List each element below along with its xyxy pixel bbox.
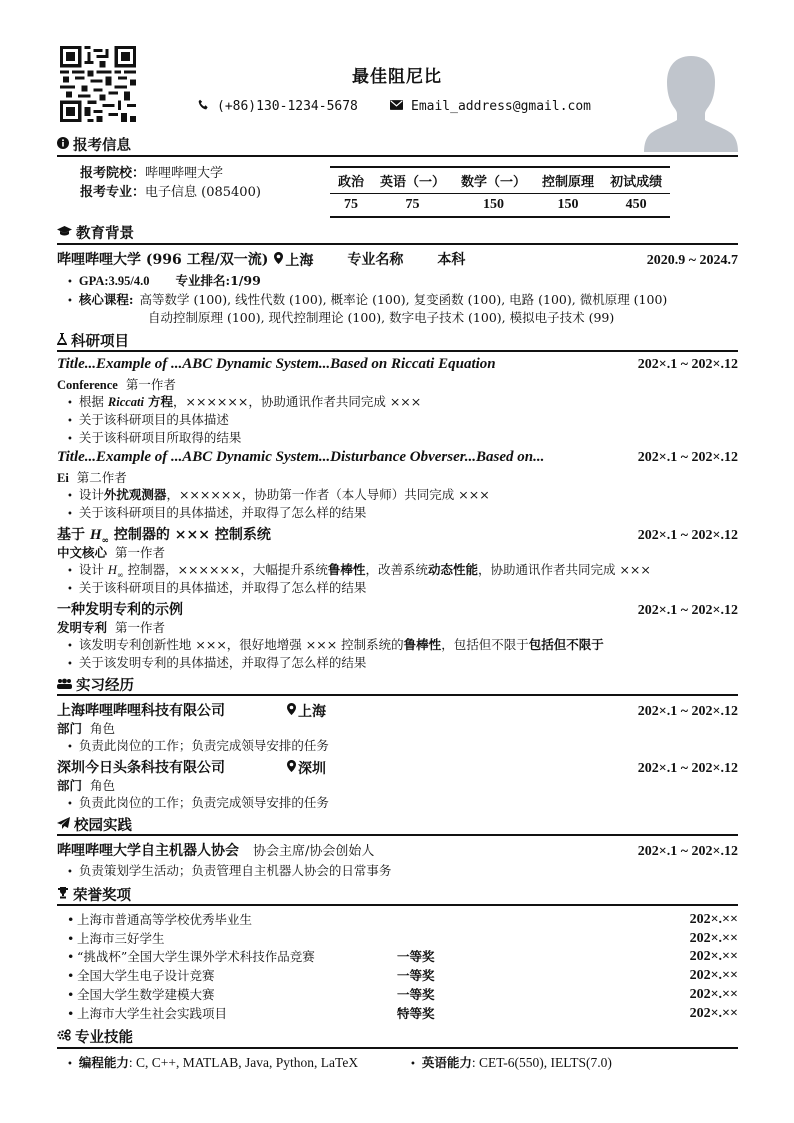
honor-item: • 全国大学生电子设计竞赛 一等奖 202×.××: [67, 968, 738, 984]
company-name: 深圳今日头条科技有限公司: [57, 760, 225, 776]
bullet-item: • 关于该科研项目的具体描述，并取得了怎么样的结果: [67, 580, 367, 595]
campus-entry: 哔哩哔哩大学自主机器人协会 协会主席/协会创始人 202×.1 ~ 202×.12: [57, 840, 738, 860]
research-venue: Ei 第二作者: [57, 470, 127, 485]
exam-target: 报考院校：哔哩哔哩大学 报考专业：电子信息 (085400): [80, 166, 261, 200]
section-title-exam: 报考信息: [57, 134, 131, 155]
research-venue: 中文核心 第一作者: [57, 545, 165, 560]
email-contact: [390, 99, 591, 114]
section-title-campus: 校园实践: [57, 814, 132, 835]
phone-icon: [198, 99, 209, 114]
email-address: Email_address@gmail.com: [411, 99, 592, 114]
organization-name: 哔哩哔哩大学自主机器人协会: [57, 843, 239, 859]
skill-english: • 英语能力: CET-6(550), IELTS(7.0): [410, 1055, 612, 1070]
bullet-item: • 负责此岗位的工作；负责完成领导安排的任务: [67, 738, 329, 753]
education-entry: [57, 249, 738, 270]
internship-entry: 深圳今日头条科技有限公司 深圳 202×.1 ~ 202×.12: [57, 757, 738, 778]
score-header: 控制原理: [534, 167, 602, 194]
campus-role: 协会主席/协会创始人: [253, 844, 375, 859]
bullet-item: • 设计 $H_\infty$ 控制器，××××××，大幅提升系统鲁棒性，改善系统动态性能，协助通讯作者共同完成 ×××: [67, 562, 651, 580]
map-pin-icon: [287, 760, 296, 776]
honor-item: • 上海市普通高等学校优秀毕业生 202×.××: [67, 912, 738, 927]
research-entry: 一种发明专利的示例 202×.1 ~ 202×.12: [57, 599, 738, 619]
section-divider: [57, 155, 738, 157]
flask-icon: [57, 332, 67, 349]
score-value: 150: [534, 194, 602, 218]
score-header: 政治: [330, 167, 372, 194]
research-title: Title...Example of ...ABC Dynamic System...Based on Riccati Equation: [57, 356, 496, 372]
bullet-item: • 该发明专利创新性地 ×××，很好地增强 ××× 控制系统的鲁棒性，包括但不限于包括但不限于: [67, 637, 604, 652]
location: 深圳: [287, 758, 326, 778]
location: 上海: [274, 250, 313, 270]
major-name: 专业名称: [347, 252, 404, 268]
score-header: 数学（一）: [453, 167, 534, 194]
section-title-research: 科研项目: [57, 330, 129, 351]
section-title-internship: 实习经历: [57, 674, 134, 695]
company-name: 上海哔哩哔哩科技有限公司: [57, 703, 225, 719]
target-major: 电子信息 (085400): [145, 185, 261, 200]
phone-contact: [198, 99, 358, 114]
score-value: 450: [602, 194, 670, 218]
section-divider: [57, 1047, 738, 1049]
score-header: 英语（一）: [372, 167, 453, 194]
honor-item: • “挑战杯”全国大学生课外学术科技作品竞赛 一等奖 202×.××: [67, 949, 738, 965]
bullet-item: • 根据 Riccati 方程，××××××，协助通讯作者共同完成 ×××: [67, 394, 422, 409]
map-pin-icon: [274, 252, 283, 268]
paper-plane-icon: [57, 816, 70, 833]
bullet-item: • 负责此岗位的工作；负责完成领导安排的任务: [67, 795, 329, 810]
map-pin-icon: [287, 703, 296, 719]
score-table: [330, 166, 670, 218]
section-title-education: 教育背景: [57, 222, 134, 243]
date-range: 2020.9 ~ 2024.7: [646, 253, 738, 268]
score-value: 75: [330, 194, 372, 218]
info-icon: [57, 136, 69, 153]
dept-role: 部门 角色: [57, 778, 115, 793]
score-header: 初试成绩: [602, 167, 670, 194]
trophy-icon: [57, 886, 69, 903]
section-divider: [57, 694, 738, 696]
section-title-honors: 荣誉奖项: [57, 884, 131, 905]
section-divider: [57, 243, 738, 245]
candidate-name: 最佳阻尼比: [352, 67, 442, 87]
research-title: Title...Example of ...ABC Dynamic System...Disturbance Obverser...Based on...: [57, 449, 545, 465]
internship-entry: 上海哔哩哔哩科技有限公司 上海 202×.1 ~ 202×.12: [57, 700, 738, 721]
skill-programming: • 编程能力: C, C++, MATLAB, Java, Python, LaTeX: [67, 1055, 359, 1070]
honor-item: • 全国大学生数学建模大赛 一等奖 202×.××: [67, 986, 738, 1002]
honor-item: • 上海市大学生社会实践项目 特等奖 202×.××: [67, 1005, 738, 1021]
phone-number: (+86)130-1234-5678: [217, 99, 358, 114]
users-icon: [57, 676, 72, 693]
section-divider: [57, 350, 738, 352]
bullet-item: • 关于该科研项目所取得的结果: [67, 430, 242, 445]
section-divider: [57, 904, 738, 906]
bullet-item: • 关于该科研项目的具体描述，并取得了怎么样的结果: [67, 505, 367, 520]
graduation-cap-icon: [57, 224, 72, 241]
bullet-item: • 设计外扰观测器，××××××，协助第一作者（本人导师）共同完成 ×××: [67, 487, 490, 502]
research-title: 基于 $H_\infty$ 控制器的 ××× 控制系统: [57, 527, 271, 546]
gears-icon: [57, 1028, 71, 1045]
research-venue: 发明专利 第一作者: [57, 620, 165, 635]
research-entry: 基于 $H_\infty$ 控制器的 ××× 控制系统 202×.1 ~ 202×.12: [57, 524, 738, 546]
honors-list: [67, 911, 738, 1023]
dept-role: 部门 角色: [57, 721, 115, 736]
score-value: 75: [372, 194, 453, 218]
research-entry: Title...Example of ...ABC Dynamic System...Disturbance Obverser...Based on... 202×.1 ~ 202×.12: [57, 449, 738, 465]
bullet-item: • 负责策划学生活动；负责管理自主机器人协会的日常事务: [67, 863, 392, 878]
degree: 本科: [437, 252, 466, 268]
avatar: [644, 50, 738, 152]
research-venue: Conference 第一作者: [57, 377, 176, 392]
score-value: 150: [453, 194, 534, 218]
section-title-skills: 专业技能: [57, 1026, 133, 1047]
bullet-item: • 关于该发明专利的具体描述，并取得了怎么样的结果: [67, 655, 367, 670]
honor-item: • 上海市三好学生 202×.××: [67, 930, 738, 946]
section-divider: [57, 834, 738, 836]
bullet-item: • 关于该科研项目的具体描述: [67, 412, 229, 427]
location: 上海: [287, 701, 326, 721]
courses-item: • 核心课程: 高等数学 (100), 线性代数 (100), 概率论 (100), 复变函数 (100), 电路 (100), 微机原理 (100): [67, 292, 668, 307]
courses-continued: 自动控制原理 (100), 现代控制理论 (100), 数字电子技术 (100), 模拟电子技术 (99): [148, 310, 615, 325]
research-entry: Title...Example of ...ABC Dynamic System...Based on Riccati Equation 202×.1 ~ 202×.12: [57, 356, 738, 372]
school-name: 哔哩哔哩大学 (996 工程/双一流): [57, 252, 269, 268]
research-title: 一种发明专利的示例: [57, 602, 183, 618]
gpa-item: • GPA:3.95/4.0 专业排名:1/99: [67, 273, 261, 288]
envelope-icon: [390, 99, 403, 114]
target-school: 哔哩哔哩大学: [145, 166, 224, 181]
